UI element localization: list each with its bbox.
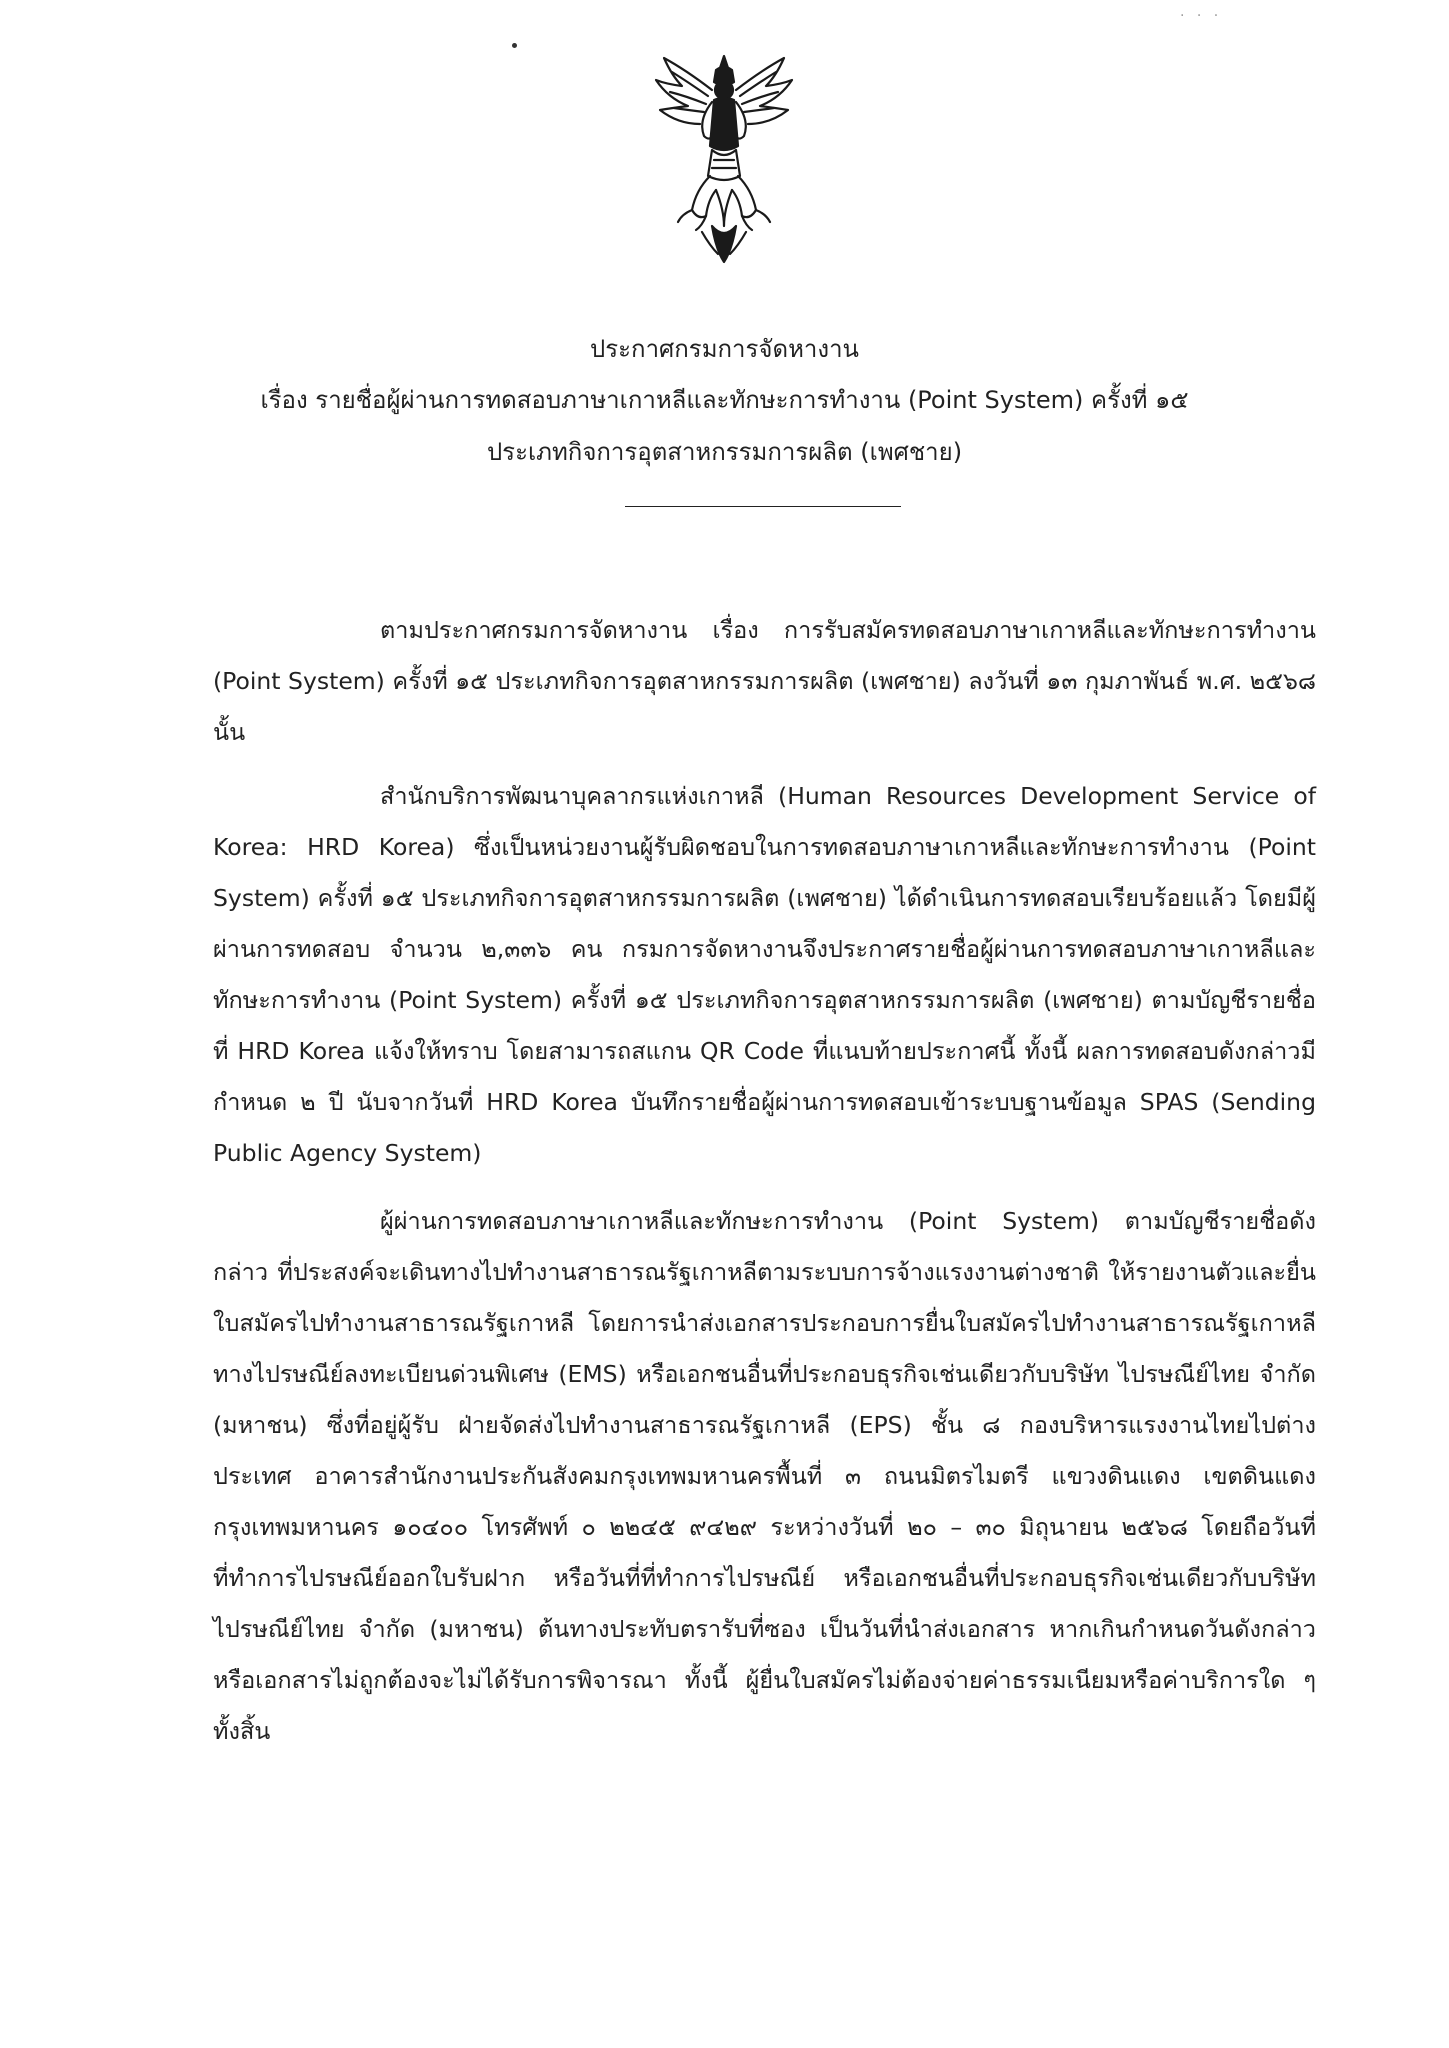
paragraph-reference: ตามประกาศกรมการจัดหางาน เรื่อง การรับสมัครทดสอบภาษาเกาหลีและทักษะการทำงาน (Point System) ครั้งที่ ๑๕ ประเภทกิจการอุตสาหกรรมการผลิต (เพศชาย) ลงวันที่ ๑๓ กุมภาพันธ์ พ.ศ. ๒๕๖๘ นั้น: [213, 615, 1316, 746]
paragraph-application: ผู้ผ่านการทดสอบภาษาเกาหลีและทักษะการทำงาน (Point System) ตามบัญชีรายชื่อดังกล่าว ที่ประสงค์จะเดินทางไปทำงานสาธารณรัฐเกาหลีตามระบบการจ้างแรงงานต่างชาติ ให้รายงานตัวและยื่นใบสมัครไปทำงานสาธารณรัฐเกาหลี โดยการนำส่งเอกสารประกอบการยื่นใบสมัครไปทำงานสาธารณรัฐเกาหลี ทางไปรษณีย์ลงทะเบียนด่วนพิเศษ (EMS) หรือเอกชนอื่นที่ประกอบธุรกิจเช่นเดียวกับบริษัท ไปรษณีย์ไทย จำกัด (มหาชน) ซึ่งที่อยู่ผู้รับ ฝ่ายจัดส่งไปทำงานสาธารณรัฐเกาหลี (EPS) ชั้น ๘ กองบริหารแรงงานไทยไปต่างประเทศ อาคารสำนักงานประกันสังคมกรุงเทพมหานครพื้นที่ ๓ ถนนมิตรไมตรี แขวงดินแดง เขตดินแดง กรุงเทพมหานคร ๑๐๔๐๐ โทรศัพท์ ๐ ๒๒๔๕ ๙๔๒๙ ระหว่างวันที่ ๒๐ – ๓๐ มิถุนายน ๒๕๖๘ โดยถือวันที่ที่ทำการไปรษณีย์ออกใบรับฝาก หรือวันที่ที่ทำการไปรษณีย์ หรือเอกชนอื่นที่ประกอบธุรกิจเช่นเดียวกับบริษัท ไปรษณีย์ไทย จำกัด (มหาชน) ต้นทางประทับตรารับที่ซอง เป็นวันที่นำส่งเอกสาร หากเกินกำหนดวันดังกล่าวหรือเอกสารไม่ถูกต้องจะไม่ได้รับการพิจารณา ทั้งนี้ ผู้ยื่นใบสมัครไม่ต้องจ่ายค่าธรรมเนียมหรือค่าบริการใด ๆ ทั้งสิ้น: [213, 1206, 1316, 1745]
scan-marks: · · ·: [1180, 8, 1223, 24]
document-category: ประเภทกิจการอุตสาหกรรมการผลิต (เพศชาย): [486, 438, 963, 466]
document-title: ประกาศกรมการจัดหางาน: [590, 335, 859, 363]
garuda-emblem-icon: [652, 50, 796, 268]
document-subject: เรื่อง รายชื่อผู้ผ่านการทดสอบภาษาเกาหลีและทักษะการทำงาน (Point System) ครั้งที่ ๑๕: [260, 386, 1189, 414]
scan-speck: [512, 43, 517, 48]
paragraph-results: สำนักบริการพัฒนาบุคลากรแห่งเกาหลี (Human Resources Development Service of Korea: HRD Korea) ซึ่งเป็นหน่วยงานผู้รับผิดชอบในการทดสอบภาษาเกาหลีและทักษะการทำงาน (Point System) ครั้งที่ ๑๕ ประเภทกิจการอุตสาหกรรมการผลิต (เพศชาย) ได้ดำเนินการทดสอบเรียบร้อยแล้ว โดยมีผู้ผ่านการทดสอบ จำนวน ๒,๓๓๖ คน กรมการจัดหางานจึงประกาศรายชื่อผู้ผ่านการทดสอบภาษาเกาหลีและทักษะการทำงาน (Point System) ครั้งที่ ๑๕ ประเภทกิจการอุตสาหกรรมการผลิต (เพศชาย) ตามบัญชีรายชื่อที่ HRD Korea แจ้งให้ทราบ โดยสามารถสแกน QR Code ที่แนบท้ายประกาศนี้ ทั้งนี้ ผลการทดสอบดังกล่าวมีกำหนด ๒ ปี นับจากวันที่ HRD Korea บันทึกรายชื่อผู้ผ่านการทดสอบเข้าระบบฐานข้อมูล SPAS (Sending Public Agency System): [213, 781, 1316, 1167]
title-divider: [625, 506, 901, 507]
